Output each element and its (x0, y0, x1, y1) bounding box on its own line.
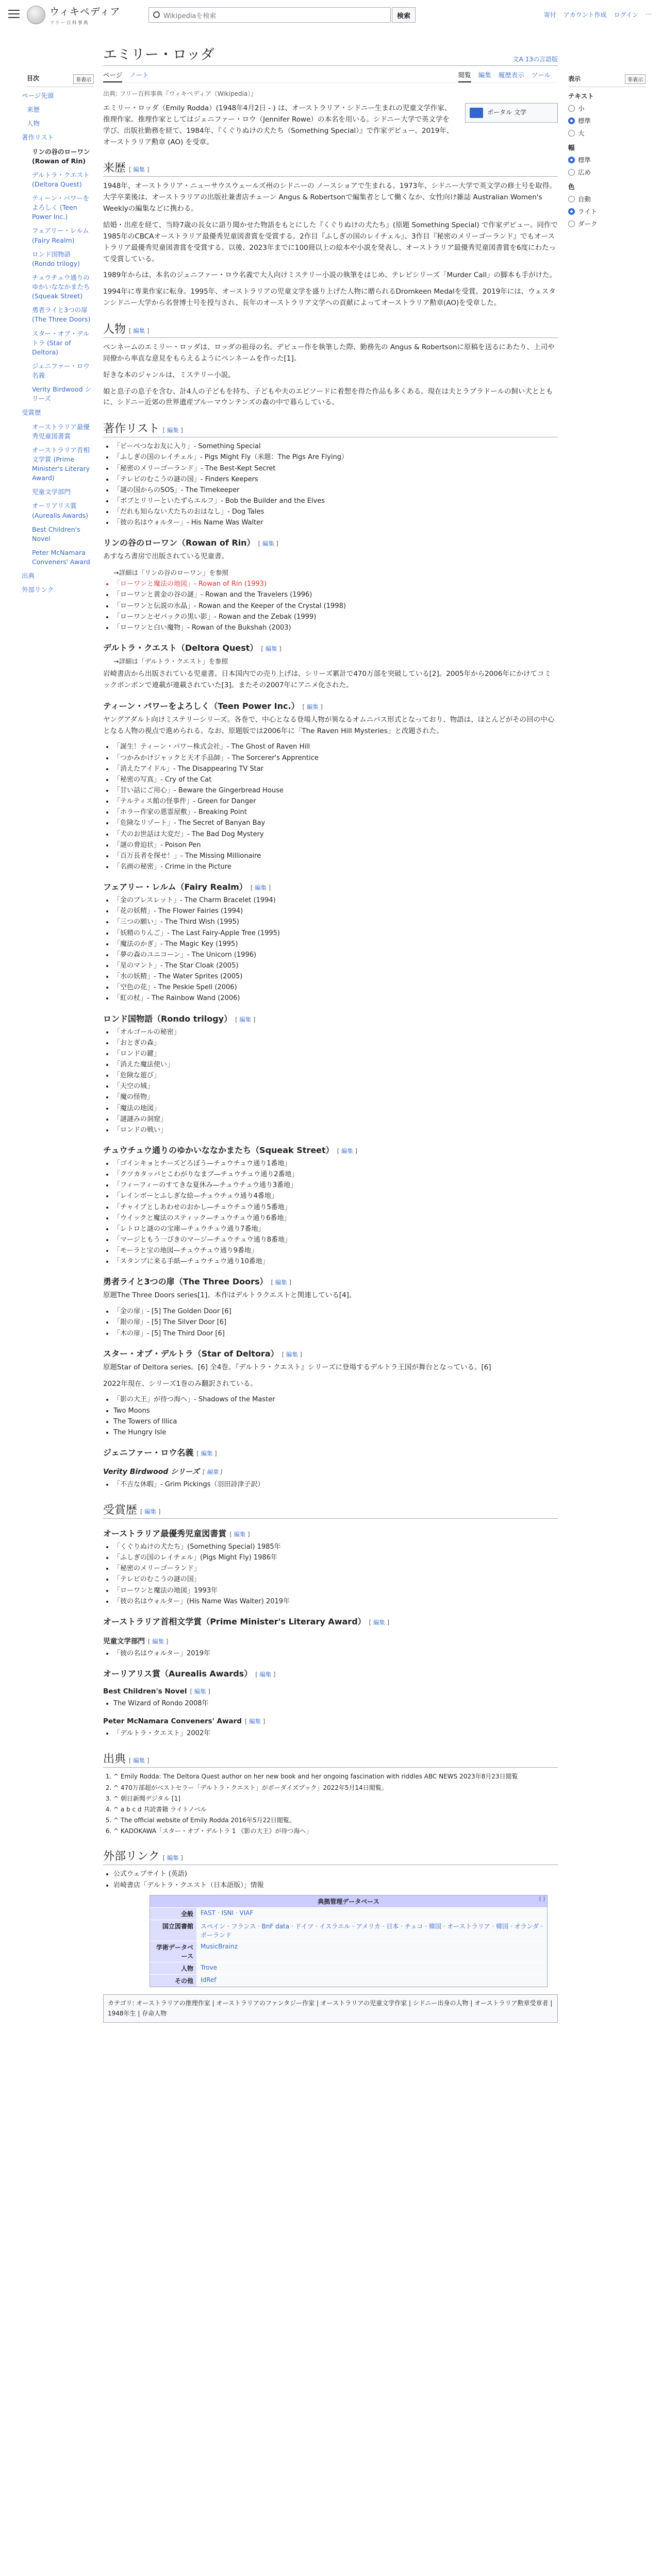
list-item: • 「不吉な休暇」- Grim Pickings（羽田詩津子訳） (113, 1480, 558, 1490)
list-item: • 「秘密のメリーゴーランド」 (113, 1564, 558, 1574)
doors-intro: 原題The Three Doors series[1]。本作はデルトラクエストと関連している[4]。 (103, 1291, 356, 1300)
authority-row (150, 1907, 547, 1920)
list-item: • 「ローワンとゼバックの黒い影」- Rowan and the Zebak (1999) (113, 612, 558, 622)
authority-row (150, 1920, 547, 1941)
source-note: 出典: フリー百科事典『ウィキペディア（Wikipedia）』 (103, 90, 257, 97)
list-item: • 「ローワンと魔法の地図」1993年 (113, 1586, 558, 1596)
edit-link[interactable]: 編集 (206, 1468, 219, 1476)
create-account-link[interactable]: アカウント作成 (563, 11, 607, 19)
edit-link[interactable]: 編集 (167, 427, 179, 434)
toc-item[interactable] (22, 571, 94, 581)
heading-rin: リンの谷のローワン（Rowan of Rin） [ 編集 ] (103, 538, 278, 548)
list-item: • 「夢の森のユニコーン」- The Unicorn (1996) (113, 950, 558, 960)
radio-icon[interactable] (568, 157, 575, 163)
toc-item[interactable] (27, 525, 94, 544)
edit-link[interactable]: 編集 (306, 703, 319, 710)
portal-literature[interactable]: ポータル 文学 (465, 103, 558, 123)
list-item: • 「フィーフィーのすてきな夏休み—チュウチュウ通り3番地」 (113, 1180, 558, 1191)
page-title: エミリー・ロッダ (103, 47, 214, 63)
list-item: • 「木の扉」- [5] The Third Door [6] (113, 1329, 558, 1339)
search-input[interactable]: Wikipediaを検索 (148, 7, 391, 23)
authority-value[interactable]: IdRef (196, 1975, 547, 1987)
authority-control: 典拠管理データベース [ ] 全般 FAST · ISNI · VIAF 国立図書館 スペイン · フランス · BnF data · ドイツ · イスラエル · アメリカ · 日本 · チェコ · 韓国 · オーストラリア · 韓国 · オランダ · ポーランド 学術データベース MusicBrainz 人物 Trove その他 IdRef (150, 1895, 548, 1987)
edit-link[interactable]: 編集 (144, 1508, 157, 1516)
toc-item-label[interactable]: 出典 (22, 572, 35, 580)
toc-item[interactable] (22, 585, 94, 595)
edit-link[interactable]: 編集 (373, 1618, 385, 1626)
person-paragraph: ペンネームのエミリー・ロッダは、ロッダの祖母の名。デビュー作を執筆した際、勤務先の Angus & Robertsonに原稿を送るにあたり、上司や同僚から率直な意見をもらえるようにペンネームを作った[1]。 (103, 343, 555, 363)
edit-link[interactable]: 編集 (194, 1688, 206, 1696)
teen-intro: ヤングアダルト向けミステリーシリーズ。各巻で、中心となる登場人物が異なるオムニバス形式となっており、物語は、ほとんどがその回の中心となる人物の視点で進められる。なお、原題版では2006年に「The Raven Hill Mysteries」と改題された。 (103, 715, 555, 735)
list-item: • 「誕生！ティーン・パワー株式会社」- The Ghost of Raven Hill (113, 742, 558, 752)
radio-icon[interactable] (568, 169, 575, 176)
radio-icon[interactable] (568, 221, 575, 227)
toc-item[interactable] (27, 487, 94, 497)
list-item: • 「ビーベつなお友に入り」- Something Special (113, 442, 558, 452)
person-paragraph: 娘と息子の息子を含む、計4人の子どもを持ち、子どもや夫のエピソードに着想を得た作品も多くある。現在は夫とラブラドールの飼い犬とともに、シドニー近郊の世界遺産ブルーマウンテンズの森の中で暮らしている。 (103, 387, 553, 407)
appearance-group-label: 色 (568, 183, 575, 191)
toc-item-label[interactable]: 来歴 (27, 106, 40, 114)
list-item: • 「テルティス館の怪事件」- Green for Danger (113, 796, 558, 807)
heading-squeak: チュウチュウ通りのゆかいななかまたち（Squeak Street） [ 編集 ] (103, 1145, 357, 1155)
toc-item-label[interactable]: 児童文学部門 (32, 488, 71, 496)
main-menu-icon[interactable] (7, 7, 21, 19)
toc-item[interactable] (22, 91, 94, 100)
list-item: • The Wizard of Rondo 2008年 (113, 1699, 558, 1709)
edit-link[interactable]: 編集 (341, 1147, 353, 1155)
toc-item[interactable] (27, 105, 94, 114)
heading-pmc: Peter McNamara Conveners' Award [ 編集 ] (103, 1717, 266, 1726)
edit-link[interactable]: 編集 (239, 1015, 252, 1023)
authority-row (150, 1941, 547, 1962)
reference-item[interactable]: 4. ^ a b c d 共読書籍 ライトノベル (113, 1805, 558, 1815)
toc-item-label[interactable]: ティーン・パワーをよろしく (Teen Power Inc.) (32, 194, 90, 221)
list-item: • Two Moons (113, 1406, 558, 1416)
toc-item-label[interactable]: チュウチュウ通りのゆかいななかまたち (Squeak Street) (32, 273, 90, 300)
toc-item-label[interactable]: リンの谷のローワン (Rowan of Rin) (32, 147, 90, 165)
radio-option[interactable] (568, 128, 646, 138)
list-item: • 「つかみかけジャックと天才手品師」- The Sorcerer's Apprentice (113, 753, 558, 764)
toc-item[interactable] (27, 273, 94, 301)
heading-star: スター・オブ・デルトラ（Star of Deltora） [ 編集 ] (103, 1348, 302, 1359)
table-of-contents (22, 74, 94, 599)
heading-works: 著作リスト [ 編集 ] (103, 420, 558, 437)
toc-item[interactable] (27, 329, 94, 357)
heading-rondo: ロンド国物語（Rondo trilogy） [ 編集 ] (103, 1013, 256, 1024)
radio-option[interactable] (568, 104, 646, 113)
list-item: • 「ローワンと黄金の谷の謎」- Rowan and the Travelers (1996) (113, 590, 558, 600)
appearance-group-label: 幅 (568, 144, 575, 151)
authority-key: 学術データベース (150, 1941, 196, 1962)
toc-item-label[interactable]: 受賞歴 (22, 409, 41, 417)
radio-label: 広め (578, 168, 591, 176)
edit-link[interactable]: 編集 (265, 645, 277, 653)
radio-icon[interactable] (568, 117, 575, 124)
authority-key: 人物 (150, 1962, 196, 1974)
list-item: • 「魔の怪物」 (113, 1092, 558, 1103)
reference-item[interactable]: 5. ^ The official website of Emily Rodda 2016年5月22日閲覧。 (113, 1816, 558, 1825)
list-item: • 「犬のお世話は大変だ」- The Bad Dog Mystery (113, 829, 558, 840)
toc-item[interactable] (27, 548, 94, 567)
toc-item[interactable] (27, 422, 94, 441)
list-item: • 「消えたアイドル」- The Disappearing TV Star (113, 764, 558, 774)
radio-label: 標準 (578, 117, 591, 125)
heading-references: 出典 [ 編集 ] (103, 1750, 558, 1768)
list-item: • 「謎の国からのSOS」- The Timekeeper (113, 485, 558, 496)
list-item: • 「彼の名はウォルター」(His Name Was Walter) 2019年 (113, 1597, 558, 1607)
toc-item[interactable] (27, 119, 94, 128)
toc-hide-button[interactable]: 非表示 (73, 74, 94, 84)
tab-talk[interactable]: ノート (129, 71, 149, 79)
heading-external-links: 外部リンク [ 編集 ] (103, 1848, 558, 1865)
heading-bcn: Best Children's Novel [ 編集 ] (103, 1687, 210, 1696)
authority-row (150, 1962, 547, 1974)
list-item: • 「ロンドの鍵」 (113, 1049, 558, 1059)
edit-link[interactable]: 編集 (262, 540, 274, 548)
edit-link[interactable]: 編集 (152, 1637, 164, 1645)
book-icon (470, 108, 483, 118)
list-item[interactable]: • 公式ウェブサイト (英語) (113, 1869, 558, 1879)
globe-icon (27, 6, 45, 24)
career-paragraph: 1989年からは、本名のジェニファー・ロウ名義で大人向けミステリー小説の執筆をはじめ、テレビシリーズ「Murder Call」の脚本も手がけた。 (103, 271, 556, 280)
list-item: • 「魔法の地図」 (113, 1104, 558, 1114)
heading-rowe: ジェニファー・ロウ名義 [ 編集 ] (103, 1447, 217, 1458)
person-paragraph: 好きな本のジャンルは、ミステリー小説。 (103, 370, 235, 379)
radio-option[interactable] (568, 116, 646, 125)
search-button[interactable]: 検索 (392, 7, 416, 23)
list-item: • 「影の大王」が待つ海へ」- Shadows of the Master (113, 1395, 558, 1405)
reference-item[interactable]: 2. ^ 470万部超がベストセラー「デルトラ・クエスト」がボーダイズブック」2022年5月14日閲覧。 (113, 1783, 558, 1793)
appearance-panel (568, 74, 646, 233)
list-item: • 「水の妖精」- The Water Sprites (2005) (113, 972, 558, 982)
authority-value[interactable]: スペイン · フランス · BnF data · ドイツ · イスラエル · アメリカ · 日本 · チェコ · 韓国 · オーストラリア · 韓国 · オランダ · ポーランド (196, 1920, 547, 1941)
list-item: • 「ボブとリリーといたずらエルフ」- Bob the Builder and the Elves (113, 496, 558, 506)
radio-label: 標準 (578, 156, 591, 164)
appearance-heading: 表示 (568, 75, 581, 82)
list-item: • 「秘密のメリーゴーランド」- The Best-Kept Secret (113, 464, 558, 474)
list-item: • 「謎の脅迫状」- Poison Pen (113, 840, 558, 851)
list-item: • 「ローワンと魔法の地図」- Rowan of Rin (1993) (113, 579, 558, 589)
list-item: • 「マージともう一ぴきのマージ—チュウチュウ通り8番地」 (113, 1235, 558, 1245)
list-item: • 「花の妖精」- The Flower Fairies (1994) (113, 906, 558, 917)
radio-label: ダーク (578, 220, 598, 228)
authority-key: その他 (150, 1975, 196, 1987)
career-paragraph: 結婚・出産を経て、当時7歳の長女に語り聞かせた物語をもとにした『くぐりぬけの犬たち』(原題 Something Special) で作家デビュー。同作で1985年のCBCAオーストラリア最優秀児童図書賞を受賞する。2作目『ふしぎの国のレイチェル』、3作目『秘密のメリーゴーランド』でもオーストラリア最優秀児童図書賞を受賞する。以後、2023年までに100冊以上の絵本や小説を発表し、オーストラリア最優秀児童図書賞を6度にわたって受賞している。 (103, 221, 558, 263)
more-icon[interactable]: ⋯ (646, 10, 652, 18)
deltora-text: 岩崎書店から出版されている児童書。日本国内での売り上げは、シリーズ累計で470万部を突破している[2]。2005年から2006年にかけてコミックボンボンで連載が連載されていた[3]。またその2007年にアニメ化された。 (103, 670, 551, 689)
authority-key: 全般 (150, 1908, 196, 1920)
toc-item-label[interactable]: スター・オブ・デルトラ (Star of Deltora) (32, 329, 90, 356)
authority-key: 国立図書館 (150, 1920, 196, 1941)
edit-link[interactable]: 編集 (249, 1718, 261, 1725)
list-item: • 「謎謎みの洞窟」 (113, 1114, 558, 1125)
lead-paragraph: エミリー・ロッダ（Emily Rodda）(1948年4月2日 - ) は、オーストラリア・シドニー生まれの児童文学作家、推理作家。推理作家としてはジェニファー・ロウ（Jennifer Rowe）の本名を用いる。シドニー大学で英文学を学び、出版社勤務を経て、1984年、『くぐりぬけの犬たち（Something Special）』で作家デビュー。2019年、オーストラリア勲章 (AO) を受章。 (103, 104, 454, 146)
list-item: • 「名画の秘密」- Crime in the Picture (113, 862, 558, 872)
toc-item-label[interactable]: ジェニファー・ロウ名義 (32, 362, 90, 379)
career-paragraph: 1948年、オーストラリア・ニューサウスウェールズ州のシドニーの ノースショアで生まれる。1973年、シドニー大学で英文学の修士号を取得。大学卒業後は、オーストラリアの出版社兼書店チェーン Angus & Robertsonで編集者として働くなか、女性向け雑誌 Australian Women's Weeklyの編集などに携わる。 (103, 182, 556, 213)
list-item: • 「金のブレスレット」- The Charm Bracelet (1994) (113, 895, 558, 906)
appearance-group (568, 182, 646, 228)
radio-option[interactable] (568, 219, 646, 228)
edit-link[interactable]: 編集 (234, 1531, 246, 1538)
radio-option[interactable] (568, 167, 646, 177)
reference-item[interactable]: 1. ^ Emily Rodda: The Deltora Quest author on her new book and her ongoing fascination with riddles ABC NEWS 2023年8月23日閲覧 (113, 1772, 558, 1782)
site-logo[interactable] (27, 4, 120, 26)
radio-label: 自動 (578, 195, 591, 203)
list-item: • 「空色の花」- The Peskie Spell (2006) (113, 982, 558, 993)
list-item: • 「虹の杖」- The Rainbow Wand (2006) (113, 993, 558, 1004)
list-item: • 「秘密の写真」- Cry of the Cat (113, 775, 558, 785)
list-item: • 「オルゴールの秘密」 (113, 1027, 558, 1038)
list-item: • 「ロンドの戦い」 (113, 1125, 558, 1136)
list-item: • 「スタンプに来る手紙—チュウチュウ通り10番地」 (113, 1257, 558, 1267)
article-content (103, 43, 558, 2023)
career-paragraph: 1994年に専業作家に転身。1995年、オーストラリアの児童文学を盛り上げた人物に贈られるDromkeen Medalを受賞。2019年には、ウェスタンシドニー大学から名誉博士号を授与され、長年のオーストラリア文学への貢献によってオーストラリア勲章(AO)を受章した。 (103, 287, 556, 308)
list-item: • 「妖精のりんご」- The Last Fairy-Apple Tree (1995) (113, 928, 558, 939)
page-tabs (103, 70, 558, 83)
category-box[interactable]: カテゴリ: オーストラリアの推理作家 | オーストラリアのファンタジー作家 | オーストラリアの児童文学作家 | シドニー出身の人物 | オーストラリア勲章受章者 | 1948年生 | 存命人物 (103, 1994, 558, 2023)
reference-item[interactable]: 3. ^ 朝日新聞デジタル [1] (113, 1794, 558, 1804)
heading-cbca: オーストラリア最優秀児童図書賞 [ 編集 ] (103, 1529, 250, 1539)
heading-person: 人物 [ 編集 ] (103, 320, 558, 338)
tab-edit[interactable]: 編集 (478, 71, 491, 79)
toc-item[interactable] (27, 250, 94, 268)
appearance-group (568, 143, 646, 177)
appearance-group (568, 91, 646, 138)
appearance-group-label: テキスト (568, 92, 594, 100)
list-item: • 「危険なリゾート」- The Secret of Banyan Bay (113, 818, 558, 828)
login-link[interactable]: ログイン (614, 11, 638, 19)
list-item: • 「くぐりぬけの犬たち」(Something Special) 1985年 (113, 1542, 558, 1552)
list-item: • 「三つの願い」- The Third Wish (1995) (113, 917, 558, 927)
list-item: • 「だれも知らない犬たちのおはなし」- Dog Tales (113, 507, 558, 517)
list-item: • 「銀の扉」- [5] The Silver Door [6] (113, 1317, 558, 1328)
list-item: • 「ホラー作家の悪霊屋敷」- Breaking Point (113, 807, 558, 818)
toc-item[interactable] (22, 408, 94, 417)
edit-link[interactable]: 編集 (286, 1350, 298, 1358)
edit-link[interactable]: 編集 (133, 1757, 145, 1765)
radio-icon[interactable] (568, 208, 575, 215)
list-item: • 「危険な遊び」 (113, 1071, 558, 1081)
search-icon (153, 11, 160, 18)
heading-deltora: デルトラ・クエスト（Deltora Quest） [ 編集 ] (103, 643, 282, 653)
radio-icon[interactable] (568, 196, 575, 202)
list-item: • 「ウイックと魔法のスティック—チュウチュウ通り6番地」 (113, 1213, 558, 1224)
toc-item-label[interactable]: オーリアリス賞 (Aurealis Awards) (32, 502, 89, 519)
list-item: • 「ふしぎの国のレイチェル」(Pigs Might Fly) 1986年 (113, 1553, 558, 1563)
radio-icon[interactable] (568, 105, 575, 112)
authority-value[interactable]: MusicBrainz (196, 1941, 547, 1962)
list-item: • 「テレビのむこうの謎の国」- Finders Keepers (113, 474, 558, 485)
toc-item[interactable] (27, 362, 94, 380)
heading-child: 児童文学部門 [ 編集 ] (103, 1637, 169, 1646)
heading-verity: Verity Birdwood シリーズ [ 編集 ] (103, 1467, 223, 1476)
heading-teen: ティーン・パワーをよろしく（Teen Power Inc.） [ 編集 ] (103, 701, 323, 711)
heading-doors: 勇者ライと3つの扉（The Three Doors） [ 編集 ] (103, 1277, 291, 1287)
toc-item-label[interactable]: フェアリー・レルム (Fairy Realm) (32, 227, 89, 244)
list-item: • 「レトロと謎のの宝庫—チュウチュウ通り7番地」 (113, 1224, 558, 1234)
personal-links (544, 10, 652, 19)
site-header (0, 0, 662, 29)
translate-icon: 文A (512, 56, 523, 63)
list-item: • 「ゴインキョとチーズどろぼう—チュウチュウ通り1番地」 (113, 1159, 558, 1169)
toc-item[interactable] (27, 501, 94, 520)
authority-row (150, 1974, 547, 1987)
list-item: • 「テレビのむこうの謎の国」 (113, 1574, 558, 1585)
toc-item-label[interactable]: Peter McNamara Conveners' Award (32, 548, 90, 566)
list-item: • 「金の扉」- [5] The Golden Door [6] (113, 1307, 558, 1317)
rin-intro: あすなろ書房で出版されている児童書。 (103, 552, 228, 561)
radio-option[interactable] (568, 207, 646, 216)
edit-link[interactable]: 編集 (201, 1449, 213, 1457)
list-item: • 「デルトラ・クエスト」2002年 (113, 1728, 558, 1739)
list-item: • 「モーラと宝の地図—チュウチュウ通り9番地」 (113, 1246, 558, 1256)
toc-item-label[interactable]: 人物 (27, 120, 40, 128)
toc-item-label[interactable]: 勇者ライと3つの扉 (The Three Doors) (32, 306, 91, 324)
radio-label: 大 (578, 129, 585, 137)
toc-item[interactable] (22, 133, 94, 142)
list-item: • 「レインボーとふしぎな絵—チュウチュウ通り4番地」 (113, 1191, 558, 1201)
edit-link[interactable]: 編集 (133, 327, 145, 335)
reference-item[interactable]: 6. ^ KADOKAWA「スター・オブ・デルトラ 1 《影の大王》が待つ海へ」 (113, 1826, 558, 1836)
appearance-hide-button[interactable]: 非表示 (625, 74, 646, 84)
radio-label: 小 (578, 105, 585, 112)
toc-item-label[interactable]: オーストラリア首相文学賞 (Prime Minister's Literary Award) (32, 446, 90, 482)
list-item: • 「おとぎの森」 (113, 1038, 558, 1048)
list-item: • 「魔法のかぎ」- The Magic Key (1995) (113, 939, 558, 950)
list-item: • 「クツカタッパとこわがりなまブ—チュウチュウ通り2番地」 (113, 1170, 558, 1180)
list-item: • 「消えた魔法使い」 (113, 1060, 558, 1070)
toc-item[interactable] (27, 385, 94, 403)
list-item[interactable]: • 岩崎書店「デルトラ・クエスト（日本語版）」情報 (113, 1880, 558, 1891)
radio-option[interactable] (568, 155, 646, 164)
toc-item-label[interactable]: デルトラ・クエスト (Deltora Quest) (32, 171, 90, 188)
toc-item-label[interactable]: ロンド国物語 (Rondo trilogy) (32, 250, 80, 267)
list-item: • 「星のマント」- The Star Cloak (2005) (113, 961, 558, 971)
star-note: 2022年現在、シリーズ1巻のみ翻訳されている。 (103, 1379, 257, 1388)
list-item: • 「百万長者を探せ！」- The Missing Millionaire (113, 851, 558, 861)
toc-item-label[interactable]: Best Children's Novel (32, 525, 80, 543)
toc-item-label[interactable]: 著作リスト (22, 133, 54, 142)
list-item: • 「ローワンと伝説の水晶」- Rowan and the Keeper of the Crystal (1998) (113, 601, 558, 612)
heading-career: 来歴 [ 編集 ] (103, 159, 558, 177)
heading-fairy: フェアリー・レルム（Fairy Realm） [ 編集 ] (103, 882, 271, 892)
language-button[interactable]: 文A 13の言語版 (512, 56, 558, 63)
rin-hatnote[interactable]: →詳細は「リンの谷のローワン」を参照 (113, 569, 228, 577)
tab-tools[interactable]: ツール (531, 71, 551, 79)
tab-history[interactable]: 履歴表示 (498, 71, 524, 79)
site-tagline: フリー百科事典 (49, 21, 89, 26)
tab-page[interactable]: ページ (103, 71, 122, 82)
tab-read[interactable]: 閲覧 (458, 71, 471, 82)
radio-label: ライト (578, 208, 598, 215)
toc-item[interactable] (27, 226, 94, 245)
radio-icon[interactable] (568, 130, 575, 137)
heading-pm: オーストラリア首相文学賞（Prime Minister's Literary Award） [ 編集 ] (103, 1616, 389, 1626)
edit-link[interactable]: 編集 (275, 1279, 287, 1286)
radio-option[interactable] (568, 194, 646, 204)
edit-link[interactable]: 編集 (167, 1854, 179, 1862)
star-intro: 原題Star of Deltora series。[6] 全4巻。『デルトラ・クエスト』シリーズに登場するデルトラ王国が舞台となっている。[6] (103, 1363, 491, 1371)
authority-toggle[interactable]: [ ] (539, 1896, 545, 1902)
edit-link[interactable]: 編集 (133, 166, 145, 174)
list-item: • 「ローワンと白い魔物」- Rowan of the Bukshah (2003) (113, 623, 558, 633)
authority-value[interactable]: Trove (196, 1962, 547, 1974)
toc-item-label[interactable]: ページ先頭 (22, 92, 54, 99)
toc-heading: 目次 (27, 75, 40, 82)
list-item: • 「彼の名はウォルター」2019年 (113, 1649, 558, 1659)
list-item: • 「甘い話にご用心」- Beware the Gingerbread House (113, 786, 558, 796)
heading-aurealis: オーリアリス賞（Aurealis Awards） [ 編集 ] (103, 1669, 276, 1679)
heading-awards: 受賞歴 [ 編集 ] (103, 1501, 558, 1519)
edit-link[interactable]: 編集 (254, 884, 267, 892)
donate-link[interactable]: 寄付 (543, 11, 556, 19)
toc-item-label[interactable]: オーストラリア最優秀児童図書賞 (32, 422, 90, 440)
list-item: • The Towers of Illica (113, 1417, 558, 1427)
toc-item[interactable] (27, 306, 94, 324)
toc-item-label[interactable]: 外部リンク (22, 586, 54, 594)
list-item: • 「チャイブとしあわせのおかし—チュウチュウ通り5番地」 (113, 1202, 558, 1213)
list-item: • 「彼の名はウォルター」- His Name Was Walter (113, 518, 558, 528)
site-name: ウィキペディア (49, 6, 121, 18)
toc-item[interactable] (27, 171, 94, 189)
toc-item[interactable] (27, 194, 94, 222)
list-item: • 「ふしぎの国のレイチェル」- Pigs Might Fly（米題：The Pigs Are Flying） (113, 452, 558, 463)
edit-link[interactable]: 編集 (259, 1671, 272, 1679)
list-item: • 「天空の城」 (113, 1081, 558, 1092)
deltora-hatnote[interactable]: →詳細は「デルトラ・クエスト」を参照 (113, 657, 228, 666)
toc-item-label[interactable]: Verity Birdwood シリーズ (32, 385, 91, 403)
toc-item[interactable] (27, 147, 94, 166)
toc-item[interactable] (27, 446, 94, 483)
list-item: • The Hungry Isle (113, 1428, 558, 1438)
authority-value[interactable]: FAST · ISNI · VIAF (196, 1908, 547, 1920)
